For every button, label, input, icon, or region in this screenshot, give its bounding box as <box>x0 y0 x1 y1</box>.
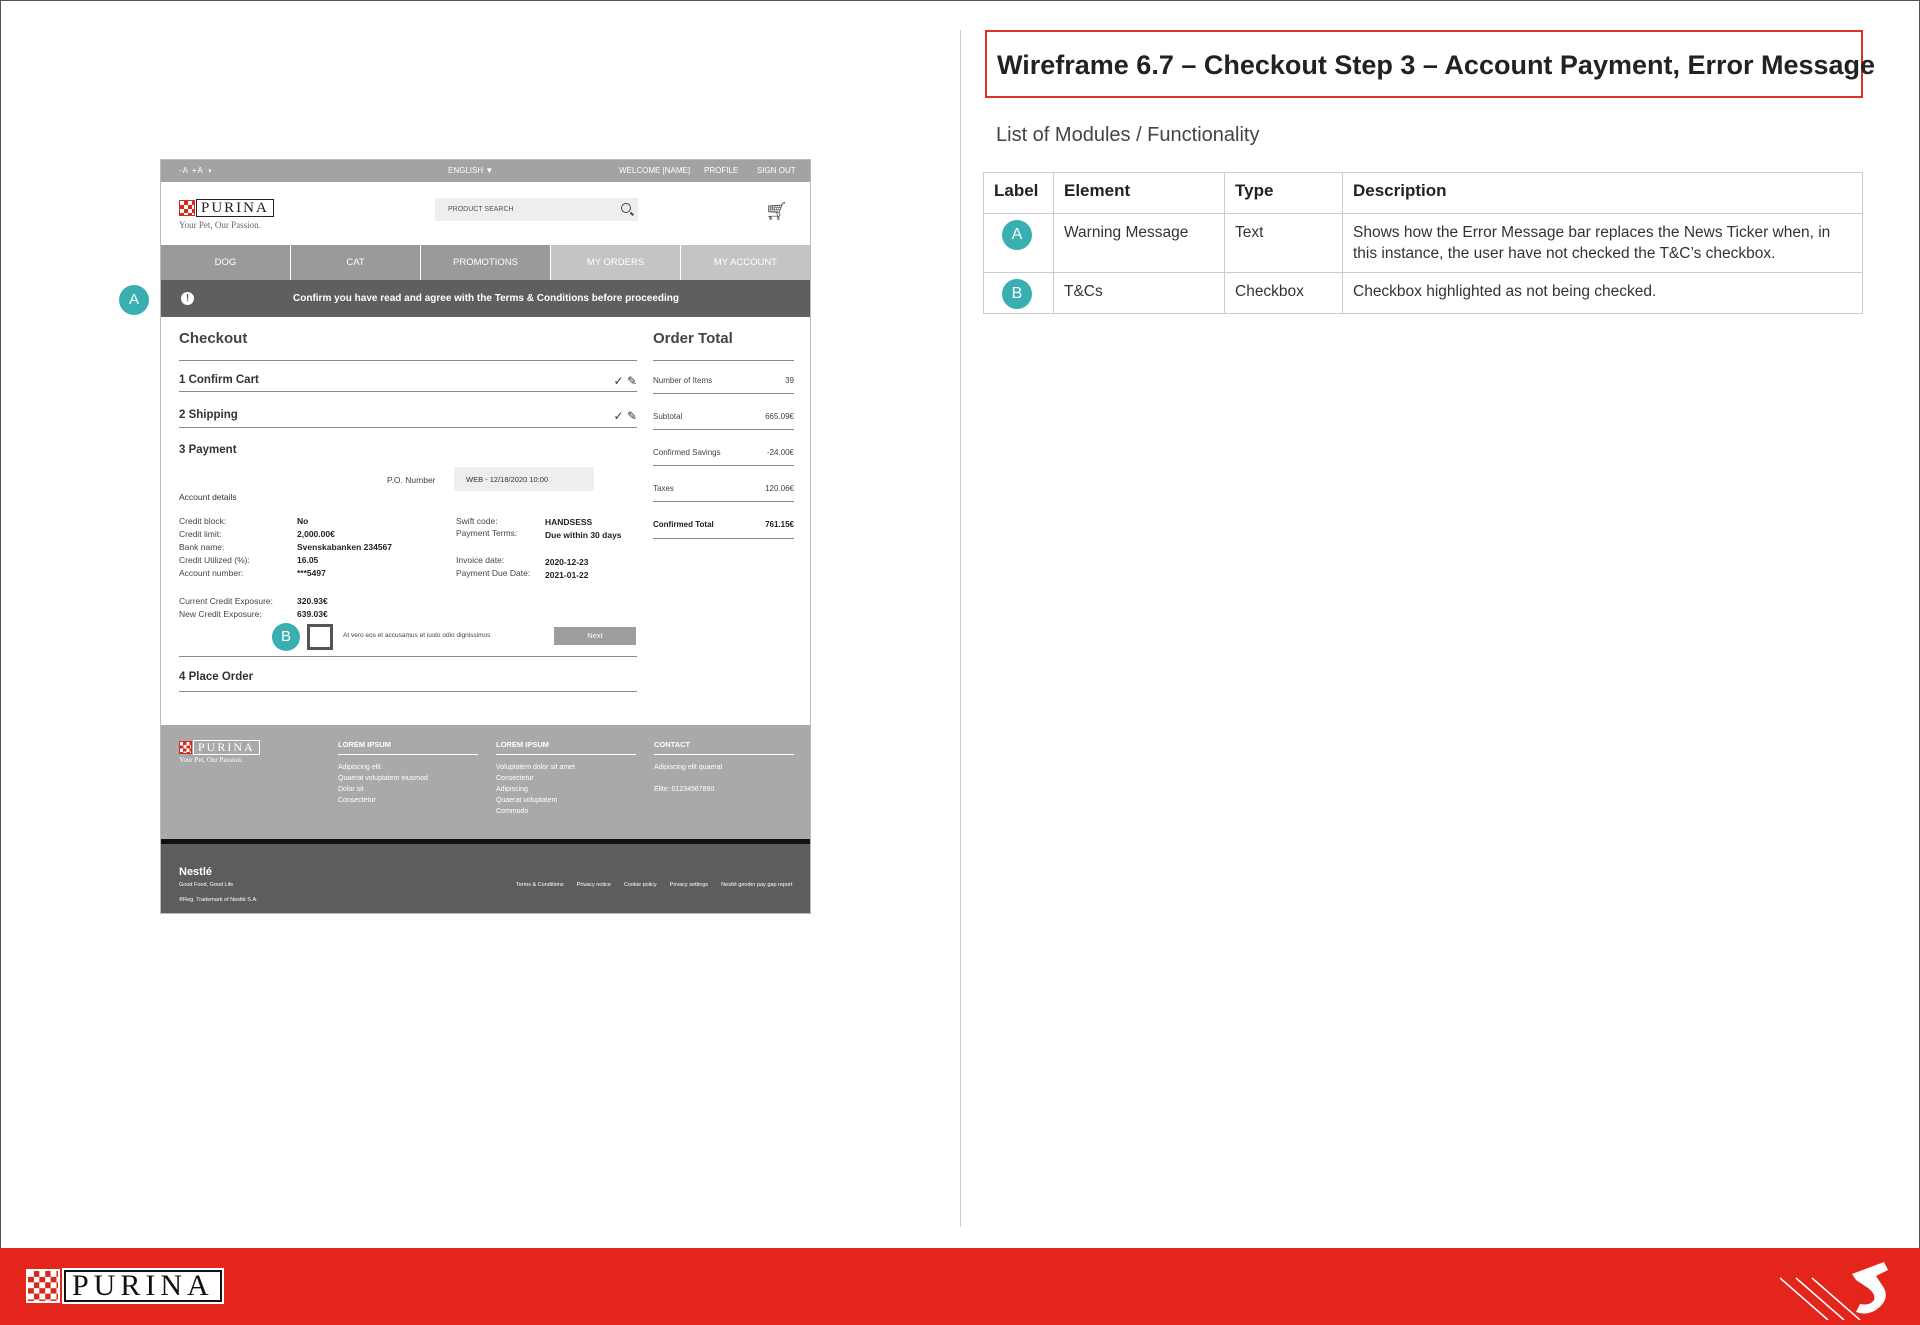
edit-icon[interactable]: ✎ <box>626 374 637 388</box>
row-marker-b: B <box>1002 279 1032 309</box>
legal-link[interactable]: Nestlé gender pay gap report <box>721 882 793 888</box>
slide-subtitle: List of Modules / Functionality <box>996 124 1260 146</box>
site-footer <box>161 725 811 839</box>
credit-utilized-value: 16.05 <box>297 555 319 565</box>
invoice-date-label: Invoice date: <box>456 555 505 565</box>
divider <box>653 360 794 361</box>
brand-tagline: Your Pet, Our Passion. <box>179 220 261 230</box>
divider <box>653 429 794 430</box>
payment-terms-label: Payment Terms: <box>456 528 518 538</box>
utility-bar <box>161 160 810 182</box>
header-description: Description <box>1343 173 1863 214</box>
footer-link[interactable]: Quaerat voluptatem eiusmod <box>338 775 428 782</box>
checkerboard-icon <box>179 200 195 216</box>
order-row-subtotal: Subtotal 665.09€ <box>653 412 794 421</box>
divider <box>179 427 637 428</box>
footer-link[interactable]: Quaerat voluptatem <box>496 797 558 804</box>
panel-divider <box>960 30 961 1227</box>
next-button[interactable]: Next <box>554 627 636 645</box>
legal-link[interactable]: Privacy notice <box>576 882 611 888</box>
language-selector[interactable]: ENGLISH ▼ <box>448 166 494 175</box>
purina-logo-bottom <box>26 1268 224 1304</box>
wireframe-mockup <box>160 159 811 914</box>
step-label: 3 Payment <box>179 444 237 456</box>
credit-utilized-label: Credit Utilized (%): <box>179 555 250 565</box>
step-label: 2 Shipping <box>179 409 238 421</box>
logo-wordmark: PURINA <box>193 740 260 755</box>
order-total-title: Order Total <box>653 330 733 347</box>
table-row <box>984 214 1863 273</box>
divider <box>653 393 794 394</box>
step-place-order <box>179 671 637 683</box>
alert-icon: ! <box>181 292 194 305</box>
row-description: Shows how the Error Message bar replaces the News Ticker when, in this instance, the user have not checked the T&C’s checkbox. <box>1343 214 1863 273</box>
invoice-date-value: 2020-12-23 <box>545 557 589 567</box>
annotation-marker-b: B <box>272 623 300 651</box>
nestle-tagline: Good Food, Good Life <box>179 882 234 888</box>
current-exposure-value: 320.93€ <box>297 596 328 606</box>
row-type: Checkbox <box>1225 273 1343 314</box>
divider <box>653 538 794 539</box>
po-number-label: P.O. Number <box>387 475 436 485</box>
due-date-value: 2021-01-22 <box>545 570 589 580</box>
footer-link[interactable]: Commodo <box>496 808 529 815</box>
footer-purina-logo[interactable] <box>179 740 260 755</box>
sign-out-link[interactable]: SIGN OUT <box>757 166 796 175</box>
footer-link[interactable]: Adipiscing elit quaerat <box>654 764 723 771</box>
legal-footer <box>161 844 811 914</box>
site-header <box>161 182 810 245</box>
header-element: Element <box>1054 173 1225 214</box>
terms-text: At vero eos et accusamus et iusto odio dignissimos <box>343 632 491 639</box>
account-number-value: ***5497 <box>297 568 326 578</box>
bottom-brand-bar <box>0 1248 1920 1325</box>
table-header-row <box>984 173 1863 214</box>
swift-code-label: Swift code: <box>456 516 498 526</box>
slide-title: Wireframe 6.7 – Checkout Step 3 – Account Payment, Error Message <box>997 50 1876 80</box>
footer-link[interactable]: Adipiscing elit <box>338 764 381 771</box>
footer-link[interactable]: Consectetur <box>338 797 376 804</box>
footer-tagline: Your Pet, Our Passion. <box>179 756 243 764</box>
warning-message-bar <box>161 280 810 317</box>
table-row <box>984 273 1863 314</box>
nav-my-orders[interactable]: MY ORDERS <box>551 245 681 280</box>
search-placeholder: PRODUCT SEARCH <box>448 206 514 213</box>
nav-dog[interactable]: DOG <box>161 245 291 280</box>
step-label: 1 Confirm Cart <box>179 374 259 386</box>
footer-link[interactable]: Dolor sit <box>338 786 364 793</box>
footer-col-1 <box>338 739 478 806</box>
due-date-label: Payment Due Date: <box>456 568 531 578</box>
legal-link[interactable]: Cookie policy <box>623 882 657 888</box>
row-element: Warning Message <box>1054 214 1225 273</box>
current-exposure-label: Current Credit Exposure: <box>179 596 274 606</box>
nestle-logo[interactable]: Nestlé <box>179 866 213 878</box>
footer-col-contact <box>654 739 794 795</box>
search-icon[interactable] <box>621 203 631 213</box>
footer-link[interactable]: Adipiscing <box>496 786 528 793</box>
footer-col-title: CONTACT <box>654 739 794 755</box>
divider <box>179 691 637 692</box>
order-row-savings: Confirmed Savings -24.00€ <box>653 448 794 457</box>
divider <box>179 656 637 657</box>
nav-cat[interactable]: CAT <box>291 245 421 280</box>
divider <box>179 360 637 361</box>
footer-col-title: LOREM IPSUM <box>338 739 478 755</box>
credit-block-value: No <box>297 516 309 526</box>
po-number-field[interactable]: WEB - 12/18/2020 10:00 <box>454 467 594 491</box>
step-confirm-cart[interactable] <box>179 374 637 386</box>
legal-link[interactable]: Terms & Conditions <box>516 882 564 888</box>
payment-terms-value: Due within 30 days <box>545 530 622 540</box>
welcome-text: WELCOME [NAME] <box>619 166 691 175</box>
order-total-section <box>653 330 794 529</box>
footer-link[interactable]: Voluptatem dolor sit amet <box>496 764 575 771</box>
edit-icon[interactable]: ✎ <box>626 409 637 423</box>
step-payment <box>179 444 637 456</box>
bank-name-label: Bank name: <box>179 542 225 552</box>
order-row-total: Confirmed Total 761.15€ <box>653 520 794 529</box>
font-size-controls[interactable]: -A +A ◑ <box>179 166 213 175</box>
check-icon: ✓ <box>613 374 624 388</box>
footer-col-2 <box>496 739 636 817</box>
cart-icon[interactable]: 🛒︎ <box>765 201 788 221</box>
agency-logo-icon <box>1780 1258 1890 1320</box>
legal-links <box>516 882 792 888</box>
logo-wordmark: PURINA <box>196 199 274 217</box>
purina-logo[interactable] <box>179 199 274 217</box>
row-marker-a: A <box>1002 220 1032 250</box>
checkerboard-icon <box>179 741 192 754</box>
footer-phone[interactable]: Elite: 01234567890 <box>654 786 715 793</box>
account-number-label: Account number: <box>179 568 244 578</box>
credit-block-label: Credit block: <box>179 516 227 526</box>
nav-promotions[interactable]: PROMOTIONS <box>421 245 551 280</box>
check-icon: ✓ <box>613 409 624 423</box>
legal-link[interactable]: Privacy settings <box>669 882 709 888</box>
header-type: Type <box>1225 173 1343 214</box>
profile-link[interactable]: PROFILE <box>704 166 739 175</box>
checkerboard-icon <box>26 1269 60 1303</box>
divider <box>653 501 794 502</box>
divider <box>653 465 794 466</box>
footer-link[interactable]: Consectetur <box>496 775 534 782</box>
new-exposure-label: New Credit Exposure: <box>179 609 262 619</box>
row-description: Checkbox highlighted as not being checked. <box>1343 273 1863 314</box>
row-element: T&Cs <box>1054 273 1225 314</box>
trademark-text: ®Reg. Trademark of Nestlé S.A. <box>179 897 258 903</box>
warning-text: Confirm you have read and agree with the Terms & Conditions before proceeding <box>293 293 679 304</box>
checkout-title: Checkout <box>179 330 248 347</box>
header-label: Label <box>984 173 1054 214</box>
nav-my-account[interactable]: MY ACCOUNT <box>681 245 810 280</box>
checkout-section <box>179 330 637 683</box>
title-box <box>985 30 1876 98</box>
credit-limit-label: Credit limit: <box>179 529 222 539</box>
order-row-taxes: Taxes 120.06€ <box>653 484 794 493</box>
account-details-heading: Account details <box>179 492 237 502</box>
main-nav <box>161 245 810 280</box>
swift-code-value: HANDSESS <box>545 517 593 527</box>
credit-limit-value: 2,000.00€ <box>297 529 335 539</box>
order-row-items: Number of Items 39 <box>653 376 794 385</box>
modules-table <box>983 172 1863 314</box>
annotation-marker-a: A <box>119 285 149 315</box>
step-shipping[interactable] <box>179 409 637 421</box>
row-type: Text <box>1225 214 1343 273</box>
divider <box>179 391 637 392</box>
bank-name-value: Svenskabanken 234567 <box>297 542 392 552</box>
logo-wordmark: PURINA <box>62 1268 224 1304</box>
step-label: 4 Place Order <box>179 671 254 683</box>
terms-checkbox[interactable] <box>307 624 333 650</box>
product-search-input[interactable] <box>435 198 638 221</box>
new-exposure-value: 639.03€ <box>297 609 328 619</box>
footer-col-title: LOREM IPSUM <box>496 739 636 755</box>
